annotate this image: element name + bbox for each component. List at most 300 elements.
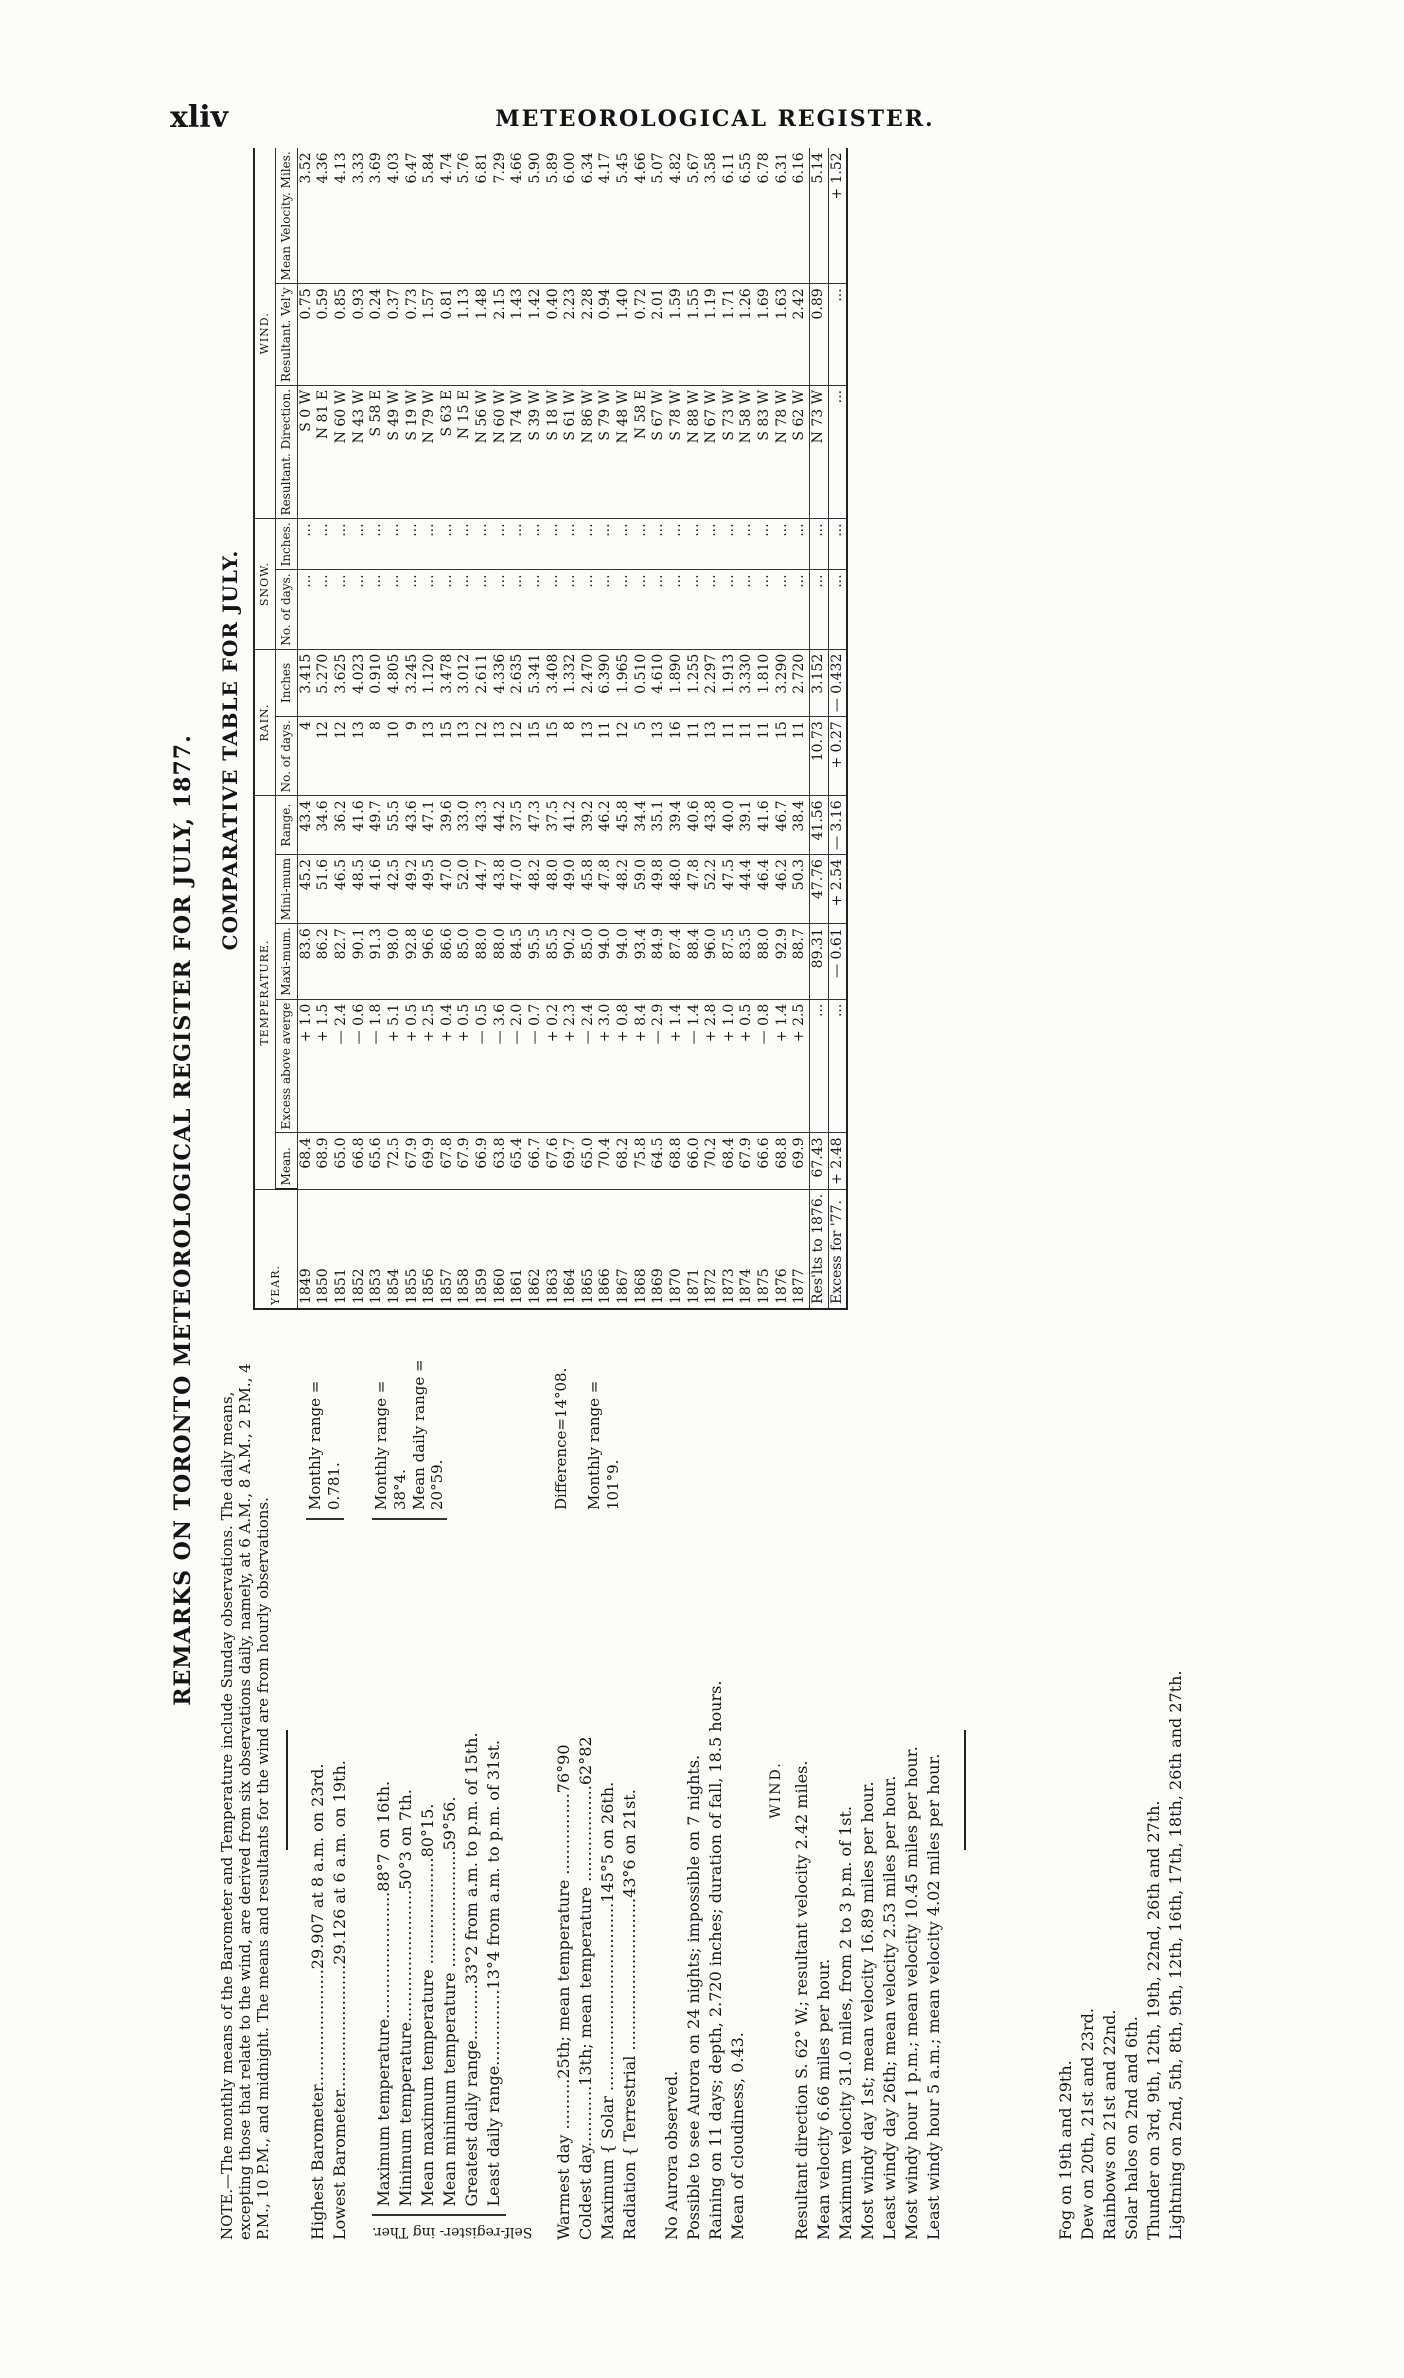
table-row: [703, 148, 721, 1309]
table-cell: 12: [474, 717, 492, 796]
table-cell: 4.36: [315, 148, 333, 284]
table-cell: 13: [492, 717, 510, 796]
table-row: [439, 148, 457, 1309]
table-cell: 42.5: [386, 855, 404, 924]
wind-line: Maximum velocity 31.0 miles, from 2 to 3 p.m. of 1st.: [835, 1805, 855, 2240]
table-cell: 47.8: [686, 855, 704, 924]
summary-cell: 5.14: [809, 148, 828, 284]
table-cell: 84.5: [509, 924, 527, 999]
table-cell: 3.012: [456, 649, 474, 717]
wind-line: Mean velocity 6.66 miles per hour.: [813, 1958, 833, 2240]
table-cell: ...: [421, 570, 439, 649]
table-cell: 91.3: [368, 924, 386, 999]
table-cell: ...: [580, 519, 598, 570]
table-cell: N 60 W: [333, 385, 351, 518]
divider: [964, 1730, 966, 1850]
table-row: [597, 148, 615, 1309]
table-cell: 46.4: [756, 855, 774, 924]
table-cell: 86.6: [439, 924, 457, 999]
table-cell: 51.6: [315, 855, 333, 924]
group-rain: RAIN.: [254, 649, 275, 796]
table-cell: 0.85: [333, 284, 351, 386]
table-cell: 1865: [580, 1189, 598, 1309]
table-cell: 47.8: [597, 855, 615, 924]
table-cell: 1856: [421, 1189, 439, 1309]
table-cell: 4.82: [668, 148, 686, 284]
table-cell: 11: [738, 717, 756, 796]
table-cell: S 78 W: [668, 385, 686, 518]
table-cell: N 58 E: [633, 385, 651, 518]
column-header: No. of days.: [275, 570, 297, 649]
table-cell: 6.11: [721, 148, 739, 284]
column-header: No. of days.: [275, 717, 297, 796]
table-row: [633, 148, 651, 1309]
table-cell: 1857: [439, 1189, 457, 1309]
summary-cell: ...: [828, 570, 847, 649]
table-row: [668, 148, 686, 1309]
table-cell: ...: [474, 519, 492, 570]
therm-monthly-range: Monthly range = 38°4.: [372, 1380, 409, 1510]
table-cell: 1862: [527, 1189, 545, 1309]
table-cell: 1863: [545, 1189, 563, 1309]
rotated-content: [170, 151, 1260, 2260]
table-cell: 5.270: [315, 649, 333, 717]
table-cell: ...: [562, 570, 580, 649]
phenomena-line: Dew on 20th, 21st and 23rd.: [1077, 2008, 1097, 2240]
table-cell: 1866: [597, 1189, 615, 1309]
table-cell: 5.84: [421, 148, 439, 284]
table-row: [738, 148, 756, 1309]
table-cell: 1853: [368, 1189, 386, 1309]
table-cell: 1.42: [527, 284, 545, 386]
table-cell: 0.75: [297, 284, 315, 386]
table-cell: N 58 W: [738, 385, 756, 518]
table-cell: 4: [297, 717, 315, 796]
table-cell: ...: [545, 519, 563, 570]
table-cell: — 0.8: [756, 999, 774, 1133]
table-cell: ...: [527, 519, 545, 570]
table-cell: 9: [404, 717, 422, 796]
table-cell: 15: [545, 717, 563, 796]
table-cell: ...: [297, 570, 315, 649]
wind-line: Least windy hour 5 a.m.; mean velocity 4.02 miles per hour.: [923, 1753, 943, 2240]
table-cell: 2.15: [492, 284, 510, 386]
table-row: [297, 148, 315, 1309]
table-cell: ...: [509, 570, 527, 649]
running-title: METEOROLOGICAL REGISTER.: [495, 106, 935, 132]
table-row: [509, 148, 527, 1309]
table-cell: S 18 W: [545, 385, 563, 518]
table-cell: 67.9: [404, 1133, 422, 1189]
table-cell: 0.93: [351, 284, 369, 386]
table-cell: 95.5: [527, 924, 545, 999]
table-cell: 90.2: [562, 924, 580, 999]
highest-barometer: Highest Barometer.......................29.907 at 8 a.m. on 23rd.: [308, 1763, 327, 2240]
table-cell: 4.66: [633, 148, 651, 284]
table-cell: 70.4: [597, 1133, 615, 1189]
wind-block: [792, 1340, 944, 2240]
table-cell: 1.890: [668, 649, 686, 717]
table-row: [315, 148, 333, 1309]
column-header: Range.: [275, 796, 297, 855]
table-row: [492, 148, 510, 1309]
thermometer-side-label: Self-register- ing Ther.: [372, 2224, 533, 2240]
table-cell: 7.29: [492, 148, 510, 284]
table-cell: 8: [368, 717, 386, 796]
table-cell: 1851: [333, 1189, 351, 1309]
table-cell: 37.5: [509, 796, 527, 855]
table-cell: 4.74: [439, 148, 457, 284]
table-cell: 67.8: [439, 1133, 457, 1189]
table-cell: N 56 W: [474, 385, 492, 518]
table-cell: 4.66: [509, 148, 527, 284]
phenomena-line: Fog on 19th and 29th.: [1055, 2060, 1075, 2240]
table-row: [474, 148, 492, 1309]
table-cell: 1.55: [686, 284, 704, 386]
table-cell: 93.4: [633, 924, 651, 999]
table-cell: 1.13: [456, 284, 474, 386]
table-cell: 4.610: [650, 649, 668, 717]
table-cell: + 1.0: [297, 999, 315, 1133]
table-cell: 47.1: [421, 796, 439, 855]
comparative-table-section: [218, 151, 848, 1310]
table-cell: ...: [633, 519, 651, 570]
table-cell: 87.5: [721, 924, 739, 999]
table-cell: 11: [756, 717, 774, 796]
table-cell: 88.4: [686, 924, 704, 999]
table-cell: 52.0: [456, 855, 474, 924]
table-cell: 48.0: [668, 855, 686, 924]
table-cell: ...: [668, 570, 686, 649]
table-cell: 84.9: [650, 924, 668, 999]
table-row: [562, 148, 580, 1309]
wind-heading: WIND.: [768, 1761, 785, 1819]
remarks-column: [218, 1340, 1206, 2240]
table-cell: 47.0: [509, 855, 527, 924]
table-cell: 1.71: [721, 284, 739, 386]
column-header: Mini-mum: [275, 855, 297, 924]
table-cell: 37.5: [545, 796, 563, 855]
table-cell: 1.69: [756, 284, 774, 386]
column-header: Mean.: [275, 1133, 297, 1189]
table-row: [456, 148, 474, 1309]
table-cell: + 5.1: [386, 999, 404, 1133]
column-header: Inches: [275, 649, 297, 717]
table-cell: 3.625: [333, 649, 351, 717]
table-cell: ...: [686, 519, 704, 570]
comparative-table: [253, 148, 848, 1310]
table-cell: 1.43: [509, 284, 527, 386]
table-cell: 13: [421, 717, 439, 796]
table-cell: 1874: [738, 1189, 756, 1309]
table-cell: 15: [439, 717, 457, 796]
lowest-barometer: Lowest Barometer.........................29.126 at 6 a.m. on 19th.: [330, 1760, 349, 2240]
table-cell: ...: [650, 519, 668, 570]
table-cell: ...: [597, 519, 615, 570]
table-cell: 98.0: [386, 924, 404, 999]
table-cell: S 79 W: [597, 385, 615, 518]
table-cell: 40.0: [721, 796, 739, 855]
table-cell: 2.23: [562, 284, 580, 386]
table-cell: 1858: [456, 1189, 474, 1309]
table-cell: 66.6: [756, 1133, 774, 1189]
wind-line: Resultant direction S. 62° W.; resultant velocity 2.42 miles.: [791, 1760, 811, 2240]
summary-cell: 3.152: [809, 649, 828, 717]
table-cell: 45.8: [580, 855, 598, 924]
table-cell: 92.9: [774, 924, 792, 999]
phenomena-line: Thunder on 3rd, 9th, 12th, 19th, 22nd, 26th and 27th.: [1143, 1800, 1163, 2240]
table-cell: 2.720: [791, 649, 809, 717]
summary-cell: 0.89: [809, 284, 828, 386]
table-cell: — 2.0: [509, 999, 527, 1133]
table-cell: 1869: [650, 1189, 668, 1309]
table-cell: 1867: [615, 1189, 633, 1309]
table-cell: 47.0: [439, 855, 457, 924]
table-cell: 4.03: [386, 148, 404, 284]
table-cell: 75.8: [633, 1133, 651, 1189]
table-cell: S 83 W: [756, 385, 774, 518]
table-cell: ...: [439, 519, 457, 570]
thermometer-block: [372, 1340, 532, 2240]
phenomena-line: Solar halos on 2nd and 6th.: [1121, 2016, 1141, 2240]
table-cell: 1877: [791, 1189, 809, 1309]
table-cell: ...: [756, 570, 774, 649]
table-cell: 49.5: [421, 855, 439, 924]
table-cell: 66.0: [686, 1133, 704, 1189]
table-cell: ...: [315, 519, 333, 570]
table-row: [386, 148, 404, 1309]
table-cell: 88.0: [492, 924, 510, 999]
table-cell: 13: [351, 717, 369, 796]
table-cell: 0.37: [386, 284, 404, 386]
table-row: [774, 148, 792, 1309]
table-cell: 13: [703, 717, 721, 796]
divider: [286, 1730, 288, 1850]
table-cell: ...: [545, 570, 563, 649]
table-title: COMPARATIVE TABLE FOR JULY.: [218, 549, 242, 951]
table-cell: 1.255: [686, 649, 704, 717]
table-cell: — 2.4: [333, 999, 351, 1133]
table-cell: 6.31: [774, 148, 792, 284]
table-cell: ...: [791, 519, 809, 570]
table-cell: 3.415: [297, 649, 315, 717]
table-cell: 1875: [756, 1189, 774, 1309]
table-cell: ...: [721, 570, 739, 649]
table-cell: 44.4: [738, 855, 756, 924]
table-cell: — 2.4: [580, 999, 598, 1133]
note-paragraph: NOTE.—The monthly means of the Barometer and Temperature include Sunday observations. The daily means, excepting those that relate to the wind, are derived from six observations daily, namely, at 6 A.M., 8 A.M., 2 P.M., 4 P.M., 10 P.M., and midnight. The means and resultants for the wind are from hourly observations.: [218, 1363, 272, 2240]
table-cell: 1849: [297, 1189, 315, 1309]
table-cell: 2.28: [580, 284, 598, 386]
table-cell: 5.90: [527, 148, 545, 284]
table-cell: 5.67: [686, 148, 704, 284]
table-cell: ...: [386, 519, 404, 570]
table-cell: 83.6: [297, 924, 315, 999]
table-cell: 1868: [633, 1189, 651, 1309]
table-cell: 47.5: [721, 855, 739, 924]
misc-line: Raining on 11 days; depth, 2.720 inches; duration of fall, 18.5 hours.: [706, 1680, 726, 2240]
folio: xliv: [170, 100, 229, 135]
table-row: [721, 148, 739, 1309]
table-cell: 45.8: [615, 796, 633, 855]
table-cell: 47.3: [527, 796, 545, 855]
table-cell: 41.2: [562, 796, 580, 855]
table-cell: 68.4: [721, 1133, 739, 1189]
summary-cell: ...: [809, 570, 828, 649]
table-cell: 59.0: [633, 855, 651, 924]
summary-row: [809, 148, 828, 1309]
table-cell: + 1.5: [315, 999, 333, 1133]
table-cell: 82.7: [333, 924, 351, 999]
table-cell: + 1.4: [668, 999, 686, 1133]
table-cell: 3.290: [774, 649, 792, 717]
column-header: Mean Velocity. Miles.: [275, 148, 297, 284]
table-cell: 43.4: [297, 796, 315, 855]
table-cell: 88.0: [756, 924, 774, 999]
table-cell: ...: [597, 570, 615, 649]
table-group-header: [254, 148, 275, 1309]
summary-cell: 67.43: [809, 1133, 828, 1189]
table-cell: 1.59: [668, 284, 686, 386]
table-cell: + 0.5: [404, 999, 422, 1133]
table-cell: 0.510: [633, 649, 651, 717]
max-radiation-solar: Maximum { Solar .....................................145°5 on 26th.: [598, 1781, 618, 2240]
phenomena-line: Lightning on 2nd, 5th, 8th, 9th, 12th, 16th, 17th, 18th, 26th and 27th.: [1165, 1670, 1185, 2240]
therm-line: Greatest daily range...........33°2 from a.m. to p.m. of 15th.: [462, 1732, 481, 2207]
table-cell: 0.81: [439, 284, 457, 386]
table-cell: N 60 W: [492, 385, 510, 518]
table-cell: ...: [615, 519, 633, 570]
remarks-title: REMARKS ON TORONTO METEOROLOGICAL REGISTER FOR JULY, 1877.: [170, 734, 196, 1706]
table-cell: 6.390: [597, 649, 615, 717]
table-cell: ...: [297, 519, 315, 570]
table-cell: 96.0: [703, 924, 721, 999]
summary-cell: ...: [828, 385, 847, 518]
table-cell: 67.6: [545, 1133, 563, 1189]
table-cell: 13: [456, 717, 474, 796]
table-cell: 6.47: [404, 148, 422, 284]
group-wind: WIND.: [254, 148, 275, 519]
table-cell: + 8.4: [633, 999, 651, 1133]
table-cell: 15: [527, 717, 545, 796]
table-cell: 4.336: [492, 649, 510, 717]
table-cell: — 0.5: [474, 999, 492, 1133]
table-cell: S 39 W: [527, 385, 545, 518]
table-cell: ...: [404, 519, 422, 570]
summary-cell: + 0.27: [828, 717, 847, 796]
table-cell: 1.48: [474, 284, 492, 386]
table-cell: 67.9: [738, 1133, 756, 1189]
table-cell: 43.8: [703, 796, 721, 855]
table-cell: ...: [368, 570, 386, 649]
table-body: [297, 148, 847, 1309]
table-cell: + 0.5: [738, 999, 756, 1133]
table-cell: ...: [439, 570, 457, 649]
table-cell: 0.73: [404, 284, 422, 386]
table-cell: 2.42: [791, 284, 809, 386]
summary-cell: — 0.61: [828, 924, 847, 999]
table-cell: 16: [668, 717, 686, 796]
table-row: [333, 148, 351, 1309]
table-cell: — 1.8: [368, 999, 386, 1133]
table-cell: 1.57: [421, 284, 439, 386]
table-cell: 39.1: [738, 796, 756, 855]
table-cell: N 88 W: [686, 385, 704, 518]
table-cell: 40.6: [686, 796, 704, 855]
summary-cell: 41.56: [809, 796, 828, 855]
table-cell: ...: [386, 570, 404, 649]
table-cell: ...: [474, 570, 492, 649]
table-cell: 39.6: [439, 796, 457, 855]
table-row: [545, 148, 563, 1309]
table-cell: 12: [333, 717, 351, 796]
barometer-block: [306, 1340, 352, 2240]
table-cell: 3.245: [404, 649, 422, 717]
table-cell: N 43 W: [351, 385, 369, 518]
table-cell: 68.8: [774, 1133, 792, 1189]
table-cell: 1.19: [703, 284, 721, 386]
table-cell: 94.0: [615, 924, 633, 999]
table-cell: 2.611: [474, 649, 492, 717]
column-header: Inches.: [275, 519, 297, 570]
table-row: [686, 148, 704, 1309]
misc-line: Mean of cloudiness, 0.43.: [728, 2032, 748, 2240]
table-cell: + 2.3: [562, 999, 580, 1133]
table-cell: 45.2: [297, 855, 315, 924]
table-cell: 90.1: [351, 924, 369, 999]
table-cell: ...: [756, 519, 774, 570]
table-cell: + 0.4: [439, 999, 457, 1133]
table-cell: ...: [421, 519, 439, 570]
warmest-day: Warmest day ..........25th; mean temperature ................76°90: [554, 1744, 574, 2240]
summary-cell: ...: [828, 284, 847, 386]
table-column-header: [275, 148, 297, 1309]
table-cell: 88.7: [791, 924, 809, 999]
table-cell: 68.4: [297, 1133, 315, 1189]
table-cell: ...: [527, 570, 545, 649]
therm-line: Minimum temperature..........................50°3 on 7th.: [396, 1789, 415, 2207]
table-cell: 43.3: [474, 796, 492, 855]
table-cell: ...: [315, 570, 333, 649]
table-cell: 5: [633, 717, 651, 796]
table-cell: 1854: [386, 1189, 404, 1309]
table-cell: 65.0: [580, 1133, 598, 1189]
table-cell: ...: [456, 519, 474, 570]
table-cell: 48.5: [351, 855, 369, 924]
table-cell: 11: [597, 717, 615, 796]
table-cell: + 0.2: [545, 999, 563, 1133]
table-cell: 5.341: [527, 649, 545, 717]
table-cell: ...: [333, 570, 351, 649]
summary-cell: + 2.48: [828, 1133, 847, 1189]
table-cell: N 48 W: [615, 385, 633, 518]
coldest-day: Coldest day............13th; mean temperature ...................62°82: [576, 1736, 596, 2240]
table-cell: N 15 E: [456, 385, 474, 518]
table-cell: 13: [650, 717, 668, 796]
table-row: [421, 148, 439, 1309]
table-cell: 3.408: [545, 649, 563, 717]
table-row: [791, 148, 809, 1309]
table-cell: S 58 E: [368, 385, 386, 518]
table-cell: 39.2: [580, 796, 598, 855]
table-cell: ...: [738, 570, 756, 649]
table-cell: 69.7: [562, 1133, 580, 1189]
summary-cell: — 0.432: [828, 649, 847, 717]
table-cell: 55.5: [386, 796, 404, 855]
table-cell: 34.6: [315, 796, 333, 855]
table-cell: 41.6: [351, 796, 369, 855]
table-cell: ...: [633, 570, 651, 649]
